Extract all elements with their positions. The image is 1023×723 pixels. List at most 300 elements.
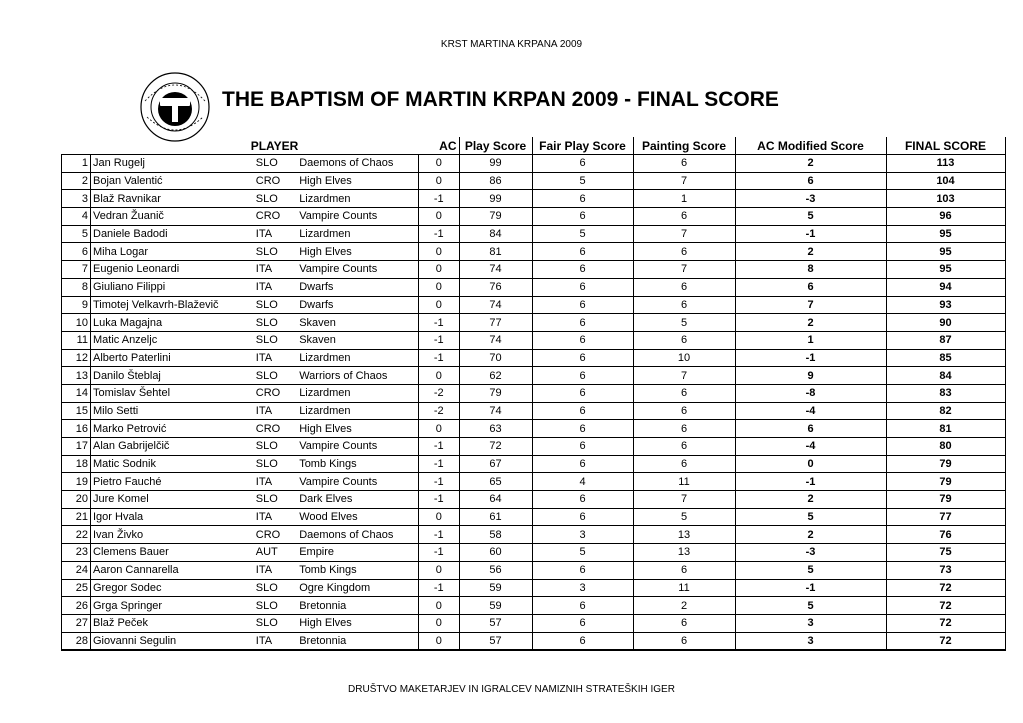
play-score-cell: 99 <box>459 190 532 208</box>
army-cell: Lizardmen <box>297 402 418 420</box>
table-row <box>62 597 1006 615</box>
final-score-cell: 72 <box>886 632 1005 650</box>
ac-modified-cell: 5 <box>735 561 886 579</box>
painting-score-cell: 6 <box>633 614 735 632</box>
painting-score-cell: 13 <box>633 544 735 562</box>
army-cell: Skaven <box>297 314 418 332</box>
final-score-header: FINAL SCORE <box>886 137 1005 155</box>
rank-cell: 18 <box>62 455 91 473</box>
rank-header <box>62 137 91 155</box>
fair-play-header: Fair Play Score <box>532 137 633 155</box>
player-name-cell: Gregor Sodec <box>91 579 253 597</box>
painting-score-cell: 13 <box>633 526 735 544</box>
ac-cell: 0 <box>419 261 460 279</box>
fair-play-cell: 6 <box>532 349 633 367</box>
nationality-cell: ITA <box>253 261 297 279</box>
fair-play-cell: 6 <box>532 243 633 261</box>
ac-modified-cell: 3 <box>735 632 886 650</box>
ac-cell: -1 <box>419 349 460 367</box>
ac-cell: -1 <box>419 526 460 544</box>
table-row <box>62 491 1006 509</box>
player-name-cell: Tomislav Šehtel <box>91 384 253 402</box>
nationality-cell: ITA <box>253 225 297 243</box>
rank-cell: 4 <box>62 208 91 226</box>
table-body <box>62 155 1006 651</box>
table-row <box>62 384 1006 402</box>
player-name-cell: Vedran Žuanič <box>91 208 253 226</box>
final-score-cell: 81 <box>886 420 1005 438</box>
ac-cell: 0 <box>419 172 460 190</box>
ac-modified-cell: -1 <box>735 473 886 491</box>
ac-modified-cell: 2 <box>735 314 886 332</box>
final-score-cell: 79 <box>886 473 1005 491</box>
nationality-cell: SLO <box>253 367 297 385</box>
nationality-cell: SLO <box>253 331 297 349</box>
fair-play-cell: 6 <box>532 314 633 332</box>
fair-play-cell: 6 <box>532 208 633 226</box>
ac-cell: -1 <box>419 225 460 243</box>
fair-play-cell: 4 <box>532 473 633 491</box>
ac-modified-cell: 6 <box>735 278 886 296</box>
rank-cell: 28 <box>62 632 91 650</box>
fair-play-cell: 6 <box>532 367 633 385</box>
rank-cell: 22 <box>62 526 91 544</box>
painting-score-cell: 6 <box>633 331 735 349</box>
table-row <box>62 632 1006 650</box>
nationality-cell: CRO <box>253 526 297 544</box>
army-cell: Lizardmen <box>297 190 418 208</box>
ac-modified-cell: 7 <box>735 296 886 314</box>
ac-modified-cell: -8 <box>735 384 886 402</box>
ac-cell: -2 <box>419 402 460 420</box>
rank-cell: 1 <box>62 155 91 173</box>
play-score-cell: 67 <box>459 455 532 473</box>
ac-modified-cell: 3 <box>735 614 886 632</box>
play-score-cell: 79 <box>459 208 532 226</box>
final-score-cell: 90 <box>886 314 1005 332</box>
fair-play-cell: 6 <box>532 491 633 509</box>
army-cell: High Elves <box>297 614 418 632</box>
fair-play-cell: 6 <box>532 261 633 279</box>
play-score-cell: 57 <box>459 632 532 650</box>
player-name-cell: Marko Petrović <box>91 420 253 438</box>
fair-play-cell: 6 <box>532 384 633 402</box>
ac-modified-cell: 5 <box>735 508 886 526</box>
ac-cell: 0 <box>419 155 460 173</box>
final-score-cell: 72 <box>886 597 1005 615</box>
final-score-cell: 96 <box>886 208 1005 226</box>
army-cell: Vampire Counts <box>297 473 418 491</box>
army-cell: Warriors of Chaos <box>297 367 418 385</box>
painting-score-cell: 6 <box>633 296 735 314</box>
table-row <box>62 402 1006 420</box>
table-row <box>62 508 1006 526</box>
army-cell: Vampire Counts <box>297 261 418 279</box>
ac-cell: 0 <box>419 632 460 650</box>
play-score-cell: 74 <box>459 261 532 279</box>
painting-score-cell: 6 <box>633 438 735 456</box>
final-score-cell: 103 <box>886 190 1005 208</box>
player-name-cell: Alan Gabrijelčič <box>91 438 253 456</box>
painting-score-cell: 6 <box>633 420 735 438</box>
final-score-cell: 104 <box>886 172 1005 190</box>
play-score-cell: 79 <box>459 384 532 402</box>
player-name-cell: Jure Komel <box>91 491 253 509</box>
ac-modified-cell: -1 <box>735 225 886 243</box>
player-name-cell: Timotej Velkavrh-Blaževič <box>91 296 253 314</box>
nationality-cell: CRO <box>253 420 297 438</box>
ac-cell: -1 <box>419 473 460 491</box>
table-row <box>62 614 1006 632</box>
army-cell: Lizardmen <box>297 225 418 243</box>
nationality-cell: SLO <box>253 455 297 473</box>
ac-modified-cell: -1 <box>735 349 886 367</box>
rank-cell: 10 <box>62 314 91 332</box>
painting-score-cell: 6 <box>633 155 735 173</box>
fair-play-cell: 6 <box>532 278 633 296</box>
final-score-cell: 80 <box>886 438 1005 456</box>
play-score-cell: 65 <box>459 473 532 491</box>
ac-modified-cell: 2 <box>735 155 886 173</box>
final-score-cell: 95 <box>886 225 1005 243</box>
fair-play-cell: 3 <box>532 526 633 544</box>
ac-cell: -1 <box>419 331 460 349</box>
fair-play-cell: 6 <box>532 614 633 632</box>
rank-cell: 20 <box>62 491 91 509</box>
table-row <box>62 526 1006 544</box>
ac-modified-header: AC Modified Score <box>735 137 886 155</box>
fair-play-cell: 3 <box>532 579 633 597</box>
ac-modified-cell: 2 <box>735 526 886 544</box>
hammer-seal-icon <box>131 71 219 143</box>
ac-modified-cell: 6 <box>735 420 886 438</box>
play-score-cell: 62 <box>459 367 532 385</box>
army-cell: Skaven <box>297 331 418 349</box>
nationality-cell: ITA <box>253 278 297 296</box>
ac-modified-cell: -4 <box>735 402 886 420</box>
ac-cell: 0 <box>419 278 460 296</box>
painting-score-cell: 6 <box>633 278 735 296</box>
final-score-cell: 84 <box>886 367 1005 385</box>
rank-cell: 2 <box>62 172 91 190</box>
painting-header: Painting Score <box>633 137 735 155</box>
page-footer: DRUŠTVO MAKETARJEV IN IGRALCEV NAMIZNIH STRATEŠKIH IGER <box>348 684 675 695</box>
rank-cell: 24 <box>62 561 91 579</box>
army-cell: Dwarfs <box>297 278 418 296</box>
play-score-cell: 77 <box>459 314 532 332</box>
painting-score-cell: 2 <box>633 597 735 615</box>
nationality-cell: CRO <box>253 208 297 226</box>
table-row <box>62 243 1006 261</box>
table-row <box>62 331 1006 349</box>
army-cell: Dark Elves <box>297 491 418 509</box>
painting-score-cell: 6 <box>633 632 735 650</box>
final-score-cell: 113 <box>886 155 1005 173</box>
fair-play-cell: 6 <box>532 155 633 173</box>
table-row <box>62 155 1006 173</box>
ac-cell: 0 <box>419 420 460 438</box>
painting-score-cell: 5 <box>633 508 735 526</box>
ac-cell: -1 <box>419 544 460 562</box>
fair-play-cell: 6 <box>532 561 633 579</box>
player-name-cell: Matic Sodnik <box>91 455 253 473</box>
player-name-cell: Ivan Živko <box>91 526 253 544</box>
fair-play-cell: 6 <box>532 597 633 615</box>
army-cell: Bretonnia <box>297 597 418 615</box>
final-score-cell: 76 <box>886 526 1005 544</box>
rank-cell: 19 <box>62 473 91 491</box>
table-row <box>62 172 1006 190</box>
ac-cell: -1 <box>419 579 460 597</box>
nationality-cell: CRO <box>253 384 297 402</box>
army-cell: High Elves <box>297 172 418 190</box>
painting-score-cell: 6 <box>633 561 735 579</box>
ac-cell: -1 <box>419 491 460 509</box>
painting-score-cell: 6 <box>633 243 735 261</box>
rank-cell: 13 <box>62 367 91 385</box>
player-name-cell: Bojan Valentić <box>91 172 253 190</box>
painting-score-cell: 7 <box>633 491 735 509</box>
ac-modified-cell: -1 <box>735 579 886 597</box>
final-score-cell: 83 <box>886 384 1005 402</box>
play-score-cell: 60 <box>459 544 532 562</box>
player-name-cell: Jan Rugelj <box>91 155 253 173</box>
table-row <box>62 208 1006 226</box>
player-header: PLAYER <box>250 138 299 153</box>
nationality-cell: SLO <box>253 491 297 509</box>
rank-cell: 5 <box>62 225 91 243</box>
table-row <box>62 278 1006 296</box>
ac-cell: 0 <box>419 614 460 632</box>
nationality-cell: SLO <box>253 155 297 173</box>
army-cell: Lizardmen <box>297 384 418 402</box>
play-score-cell: 99 <box>459 155 532 173</box>
final-score-cell: 72 <box>886 579 1005 597</box>
player-name-cell: Luka Magajna <box>91 314 253 332</box>
army-cell: Lizardmen <box>297 349 418 367</box>
play-score-cell: 74 <box>459 402 532 420</box>
play-score-cell: 61 <box>459 508 532 526</box>
final-score-cell: 95 <box>886 261 1005 279</box>
fair-play-cell: 6 <box>532 296 633 314</box>
ac-cell: 0 <box>419 561 460 579</box>
final-score-cell: 79 <box>886 491 1005 509</box>
nationality-cell: ITA <box>253 402 297 420</box>
nationality-cell: SLO <box>253 190 297 208</box>
table-row <box>62 544 1006 562</box>
table-row <box>62 420 1006 438</box>
painting-score-cell: 1 <box>633 190 735 208</box>
ac-modified-cell: 8 <box>735 261 886 279</box>
logo <box>131 71 219 143</box>
painting-score-cell: 6 <box>633 455 735 473</box>
final-score-cell: 77 <box>886 508 1005 526</box>
ac-modified-cell: 2 <box>735 491 886 509</box>
rank-cell: 16 <box>62 420 91 438</box>
play-score-cell: 70 <box>459 349 532 367</box>
final-score-cell: 85 <box>886 349 1005 367</box>
rank-cell: 3 <box>62 190 91 208</box>
rank-cell: 21 <box>62 508 91 526</box>
play-score-cell: 59 <box>459 597 532 615</box>
player-name-cell: Matic Anzeljc <box>91 331 253 349</box>
rank-cell: 15 <box>62 402 91 420</box>
play-score-cell: 81 <box>459 243 532 261</box>
painting-score-cell: 6 <box>633 208 735 226</box>
ac-modified-cell: 5 <box>735 597 886 615</box>
play-score-cell: 58 <box>459 526 532 544</box>
army-cell: Wood Elves <box>297 508 418 526</box>
player-name-cell: Igor Hvala <box>91 508 253 526</box>
play-score-cell: 57 <box>459 614 532 632</box>
fair-play-cell: 6 <box>532 508 633 526</box>
painting-score-cell: 10 <box>633 349 735 367</box>
play-score-cell: 59 <box>459 579 532 597</box>
ac-cell: 0 <box>419 367 460 385</box>
army-cell: Vampire Counts <box>297 208 418 226</box>
final-score-cell: 79 <box>886 455 1005 473</box>
rank-cell: 14 <box>62 384 91 402</box>
rank-cell: 23 <box>62 544 91 562</box>
fair-play-cell: 6 <box>532 331 633 349</box>
fair-play-cell: 6 <box>532 420 633 438</box>
ac-cell: 0 <box>419 597 460 615</box>
table-row <box>62 296 1006 314</box>
nationality-cell: SLO <box>253 579 297 597</box>
player-name-cell: Giovanni Segulin <box>91 632 253 650</box>
play-score-cell: 74 <box>459 331 532 349</box>
player-name-cell: Blaž Peček <box>91 614 253 632</box>
ac-cell: 0 <box>419 243 460 261</box>
painting-score-cell: 6 <box>633 402 735 420</box>
fair-play-cell: 5 <box>532 544 633 562</box>
nationality-cell: ITA <box>253 632 297 650</box>
rank-cell: 17 <box>62 438 91 456</box>
fair-play-cell: 6 <box>532 402 633 420</box>
table-row <box>62 579 1006 597</box>
ac-modified-cell: -4 <box>735 438 886 456</box>
ac-cell: -1 <box>419 190 460 208</box>
player-name-cell: Clemens Bauer <box>91 544 253 562</box>
nationality-cell: SLO <box>253 614 297 632</box>
player-name-cell: Aaron Cannarella <box>91 561 253 579</box>
rank-cell: 12 <box>62 349 91 367</box>
final-score-cell: 72 <box>886 614 1005 632</box>
fair-play-cell: 6 <box>532 438 633 456</box>
ac-cell: 0 <box>419 508 460 526</box>
nationality-cell: SLO <box>253 314 297 332</box>
rank-cell: 25 <box>62 579 91 597</box>
table-row <box>62 561 1006 579</box>
player-name-cell: Miha Logar <box>91 243 253 261</box>
play-score-cell: 76 <box>459 278 532 296</box>
army-cell: Empire <box>297 544 418 562</box>
painting-score-cell: 7 <box>633 261 735 279</box>
painting-score-cell: 5 <box>633 314 735 332</box>
rank-cell: 11 <box>62 331 91 349</box>
painting-score-cell: 7 <box>633 225 735 243</box>
play-score-cell: 72 <box>459 438 532 456</box>
player-name-cell: Milo Setti <box>91 402 253 420</box>
play-score-cell: 84 <box>459 225 532 243</box>
ac-modified-cell: 6 <box>735 172 886 190</box>
final-score-cell: 75 <box>886 544 1005 562</box>
nationality-cell: SLO <box>253 597 297 615</box>
ac-modified-cell: 1 <box>735 331 886 349</box>
table-row <box>62 438 1006 456</box>
painting-score-cell: 7 <box>633 172 735 190</box>
nationality-cell: CRO <box>253 172 297 190</box>
rank-cell: 27 <box>62 614 91 632</box>
table-row <box>62 367 1006 385</box>
player-name-cell: Giuliano Filippi <box>91 278 253 296</box>
army-cell: Dwarfs <box>297 296 418 314</box>
ac-modified-cell: 5 <box>735 208 886 226</box>
painting-score-cell: 7 <box>633 367 735 385</box>
play-score-cell: 74 <box>459 296 532 314</box>
nationality-cell: AUT <box>253 544 297 562</box>
nationality-cell: ITA <box>253 561 297 579</box>
fair-play-cell: 6 <box>532 632 633 650</box>
army-cell: Bretonnia <box>297 632 418 650</box>
score-table <box>61 137 1006 651</box>
fair-play-cell: 6 <box>532 455 633 473</box>
ac-cell: -2 <box>419 384 460 402</box>
player-name-cell: Grga Springer <box>91 597 253 615</box>
ac-cell: -1 <box>419 455 460 473</box>
play-score-cell: 63 <box>459 420 532 438</box>
painting-score-cell: 11 <box>633 473 735 491</box>
play-score-cell: 86 <box>459 172 532 190</box>
ac-modified-cell: -3 <box>735 544 886 562</box>
ac-modified-cell: 0 <box>735 455 886 473</box>
army-cell: Tomb Kings <box>297 561 418 579</box>
table-row <box>62 190 1006 208</box>
ac-cell: 0 <box>419 296 460 314</box>
fair-play-cell: 5 <box>532 225 633 243</box>
play-score-header: Play Score <box>459 137 532 155</box>
final-score-cell: 94 <box>886 278 1005 296</box>
rank-cell: 9 <box>62 296 91 314</box>
army-cell: Ogre Kingdom <box>297 579 418 597</box>
table-row <box>62 261 1006 279</box>
fair-play-cell: 6 <box>532 190 633 208</box>
table-row <box>62 314 1006 332</box>
final-score-cell: 82 <box>886 402 1005 420</box>
player-name-cell: Blaž Ravnikar <box>91 190 253 208</box>
painting-score-cell: 11 <box>633 579 735 597</box>
army-cell: High Elves <box>297 420 418 438</box>
page-title: THE BAPTISM OF MARTIN KRPAN 2009 - FINAL SCORE <box>222 88 779 111</box>
table-header-row <box>62 137 1006 155</box>
nationality-cell: ITA <box>253 508 297 526</box>
player-name-cell: Danilo Šteblaj <box>91 367 253 385</box>
page-header: KRST MARTINA KRPANA 2009 <box>440 39 583 50</box>
player-name-cell: Daniele Badodi <box>91 225 253 243</box>
nationality-cell: SLO <box>253 243 297 261</box>
nationality-cell: ITA <box>253 349 297 367</box>
rank-cell: 6 <box>62 243 91 261</box>
army-cell: Daemons of Chaos <box>297 526 418 544</box>
army-cell: Daemons of Chaos <box>297 155 418 173</box>
army-cell: Vampire Counts <box>297 438 418 456</box>
ac-cell: -1 <box>419 314 460 332</box>
table-row <box>62 473 1006 491</box>
ac-modified-cell: -3 <box>735 190 886 208</box>
ac-cell: 0 <box>419 208 460 226</box>
fair-play-cell: 5 <box>532 172 633 190</box>
rank-cell: 8 <box>62 278 91 296</box>
